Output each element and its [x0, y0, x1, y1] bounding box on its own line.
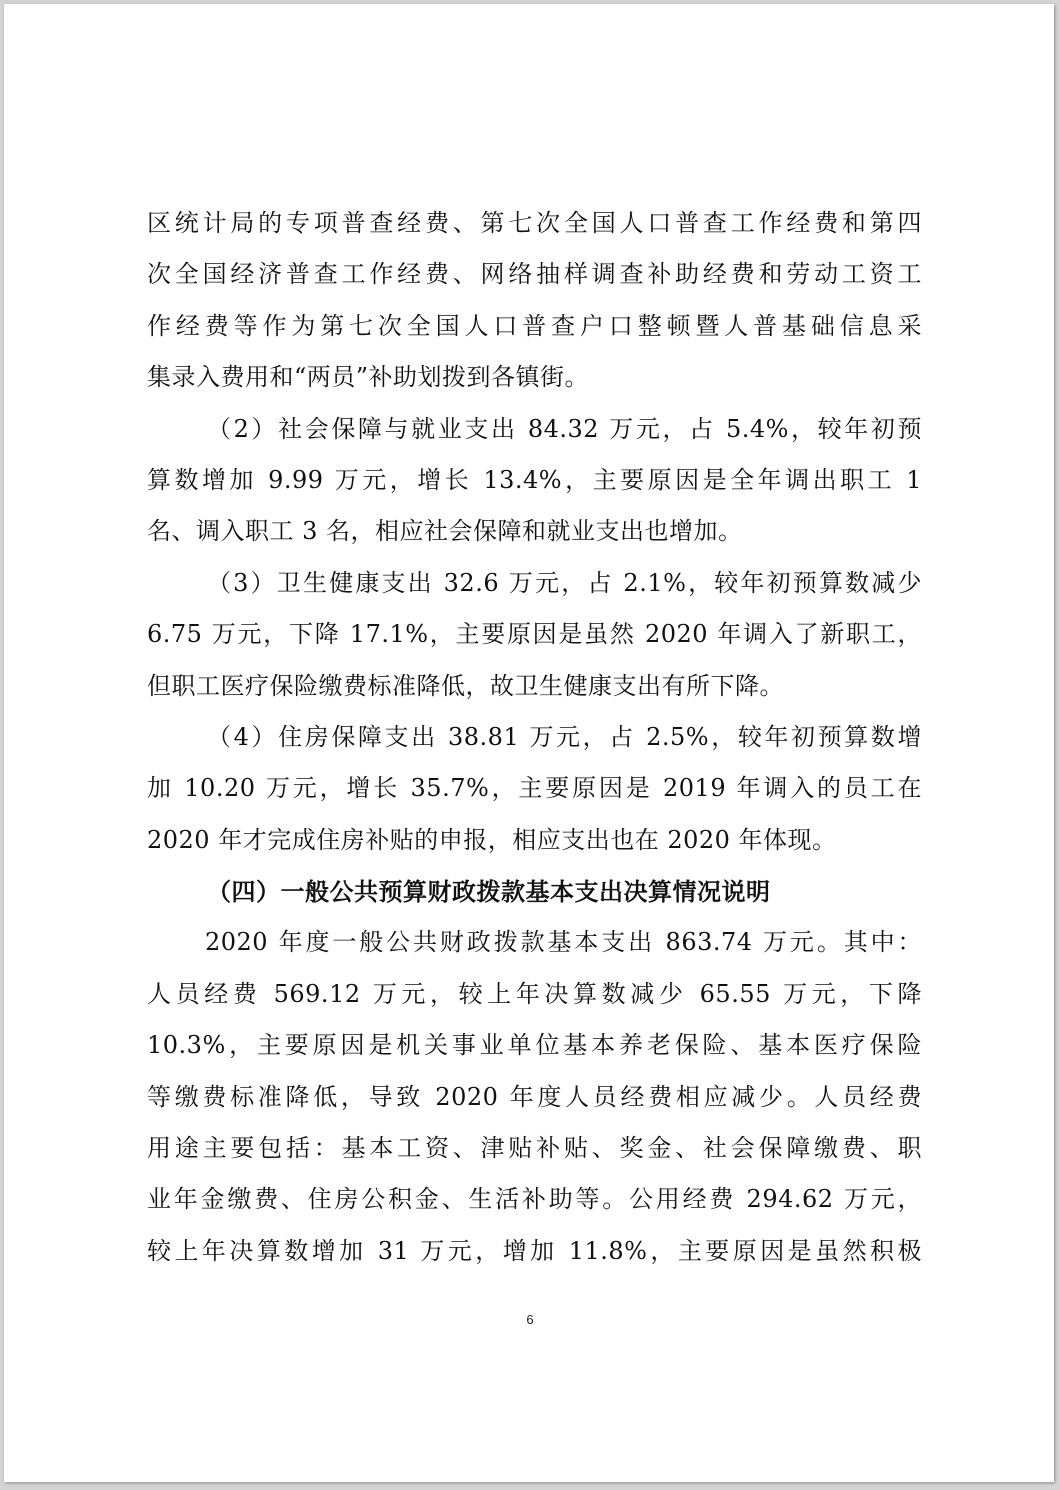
paragraph-statistics-funds [147, 198, 922, 404]
text-line: 但职工医疗保险缴费标准降低，故卫生健康支出有所下降。 [147, 671, 784, 700]
text-line: 区统计局的专项普查经费、第七次全国人口普查工作经费和第四 [147, 209, 922, 237]
section-heading [147, 866, 922, 917]
text-line: 集录入费用和“两员”补助划拨到各镇街。 [147, 363, 590, 392]
text-line: 6.75 万元，下降 17.1%，主要原因是虽然 2020 年调入了新职工， [147, 620, 922, 649]
text-line: 较上年决算数增加 31 万元，增加 11.8%，主要原因是虽然积极 [147, 1236, 922, 1265]
text-line: 2020 年度一般公共财政拨款基本支出 863.74 万元。其中： [205, 928, 922, 957]
text-line: 作经费等作为第七次全国人口普查户口整顿暨人普基础信息采 [147, 311, 922, 340]
text-line: 2020 年才完成住房补贴的申报，相应支出也在 2020 年体现。 [147, 825, 837, 854]
text-line: （3）卫生健康支出 32.6 万元，占 2.1%，较年初预算数减少 [207, 568, 922, 597]
text-line: 业年金缴费、住房公积金、生活补助等。公用经费 294.62 万元， [147, 1185, 922, 1214]
text-line: 次全国经济普查工作经费、网络抽样调查补助经费和劳动工资工 [147, 260, 922, 289]
page-number: 6 [526, 1312, 534, 1327]
paragraph-housing [147, 712, 922, 866]
paragraph-basic-expenditure [147, 917, 922, 1277]
paragraph-social-security [147, 404, 922, 558]
text-line: 用途主要包括：基本工资、津贴补贴、奖金、社会保障缴费、职 [147, 1134, 922, 1163]
text-line: 加 10.20 万元，增长 35.7%，主要原因是 2019 年调入的员工在 [147, 774, 922, 803]
paragraph-health [147, 558, 922, 712]
text-line: 算数增加 9.99 万元，增长 13.4%，主要原因是全年调出职工 1 [147, 465, 922, 494]
section-heading-text: （四）一般公共预算财政拨款基本支出决算情况说明 [207, 877, 771, 907]
text-line: 10.3%，主要原因是机关事业单位基本养老保险、基本医疗保险 [147, 1031, 922, 1060]
text-line: 人员经费 569.12 万元，较上年决算数减少 65.55 万元，下降 [147, 979, 922, 1008]
text-line: （2）社会保障与就业支出 84.32 万元，占 5.4%，较年初预 [207, 414, 922, 443]
text-line: 名、调入职工 3 名，相应社会保障和就业支出也增加。 [147, 517, 743, 546]
text-line: 等缴费标准降低，导致 2020 年度人员经费相应减少。人员经费 [147, 1082, 922, 1111]
text-line: （4）住房保障支出 38.81 万元，占 2.5%，较年初预算数增 [207, 722, 922, 751]
document-body [147, 198, 922, 1277]
